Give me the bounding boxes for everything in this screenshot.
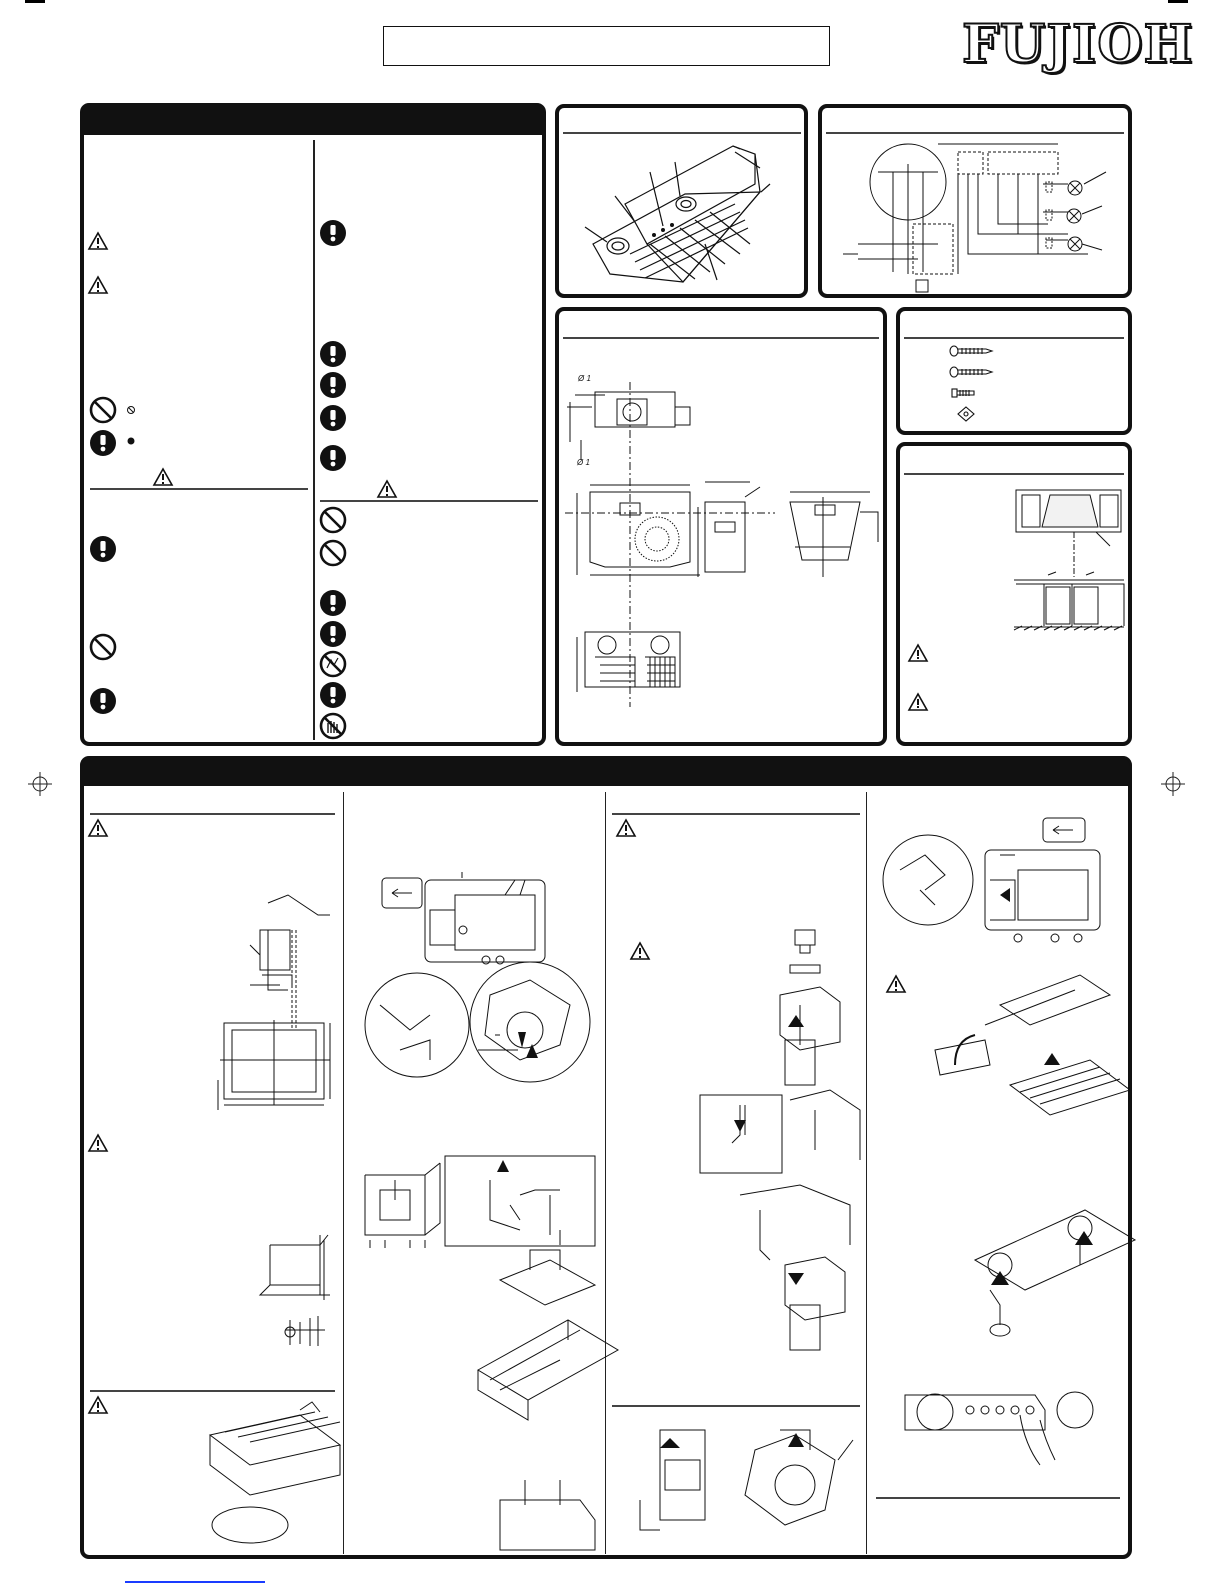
warning-triangle-icon [89, 1135, 107, 1151]
warning-triangle-icon [89, 1397, 107, 1413]
warning-triangle-icon [89, 820, 107, 836]
dimension-label-side: Ø 1 [577, 458, 590, 467]
brand-logo: FUJIOH [962, 14, 1194, 75]
dimension-label-top: Ø 1 [578, 374, 591, 383]
warning-triangle-icon [617, 820, 635, 836]
bottom-link-underline[interactable] [125, 1581, 265, 1583]
warning-triangle-icon [631, 943, 649, 959]
warning-triangle-icon [887, 976, 905, 992]
